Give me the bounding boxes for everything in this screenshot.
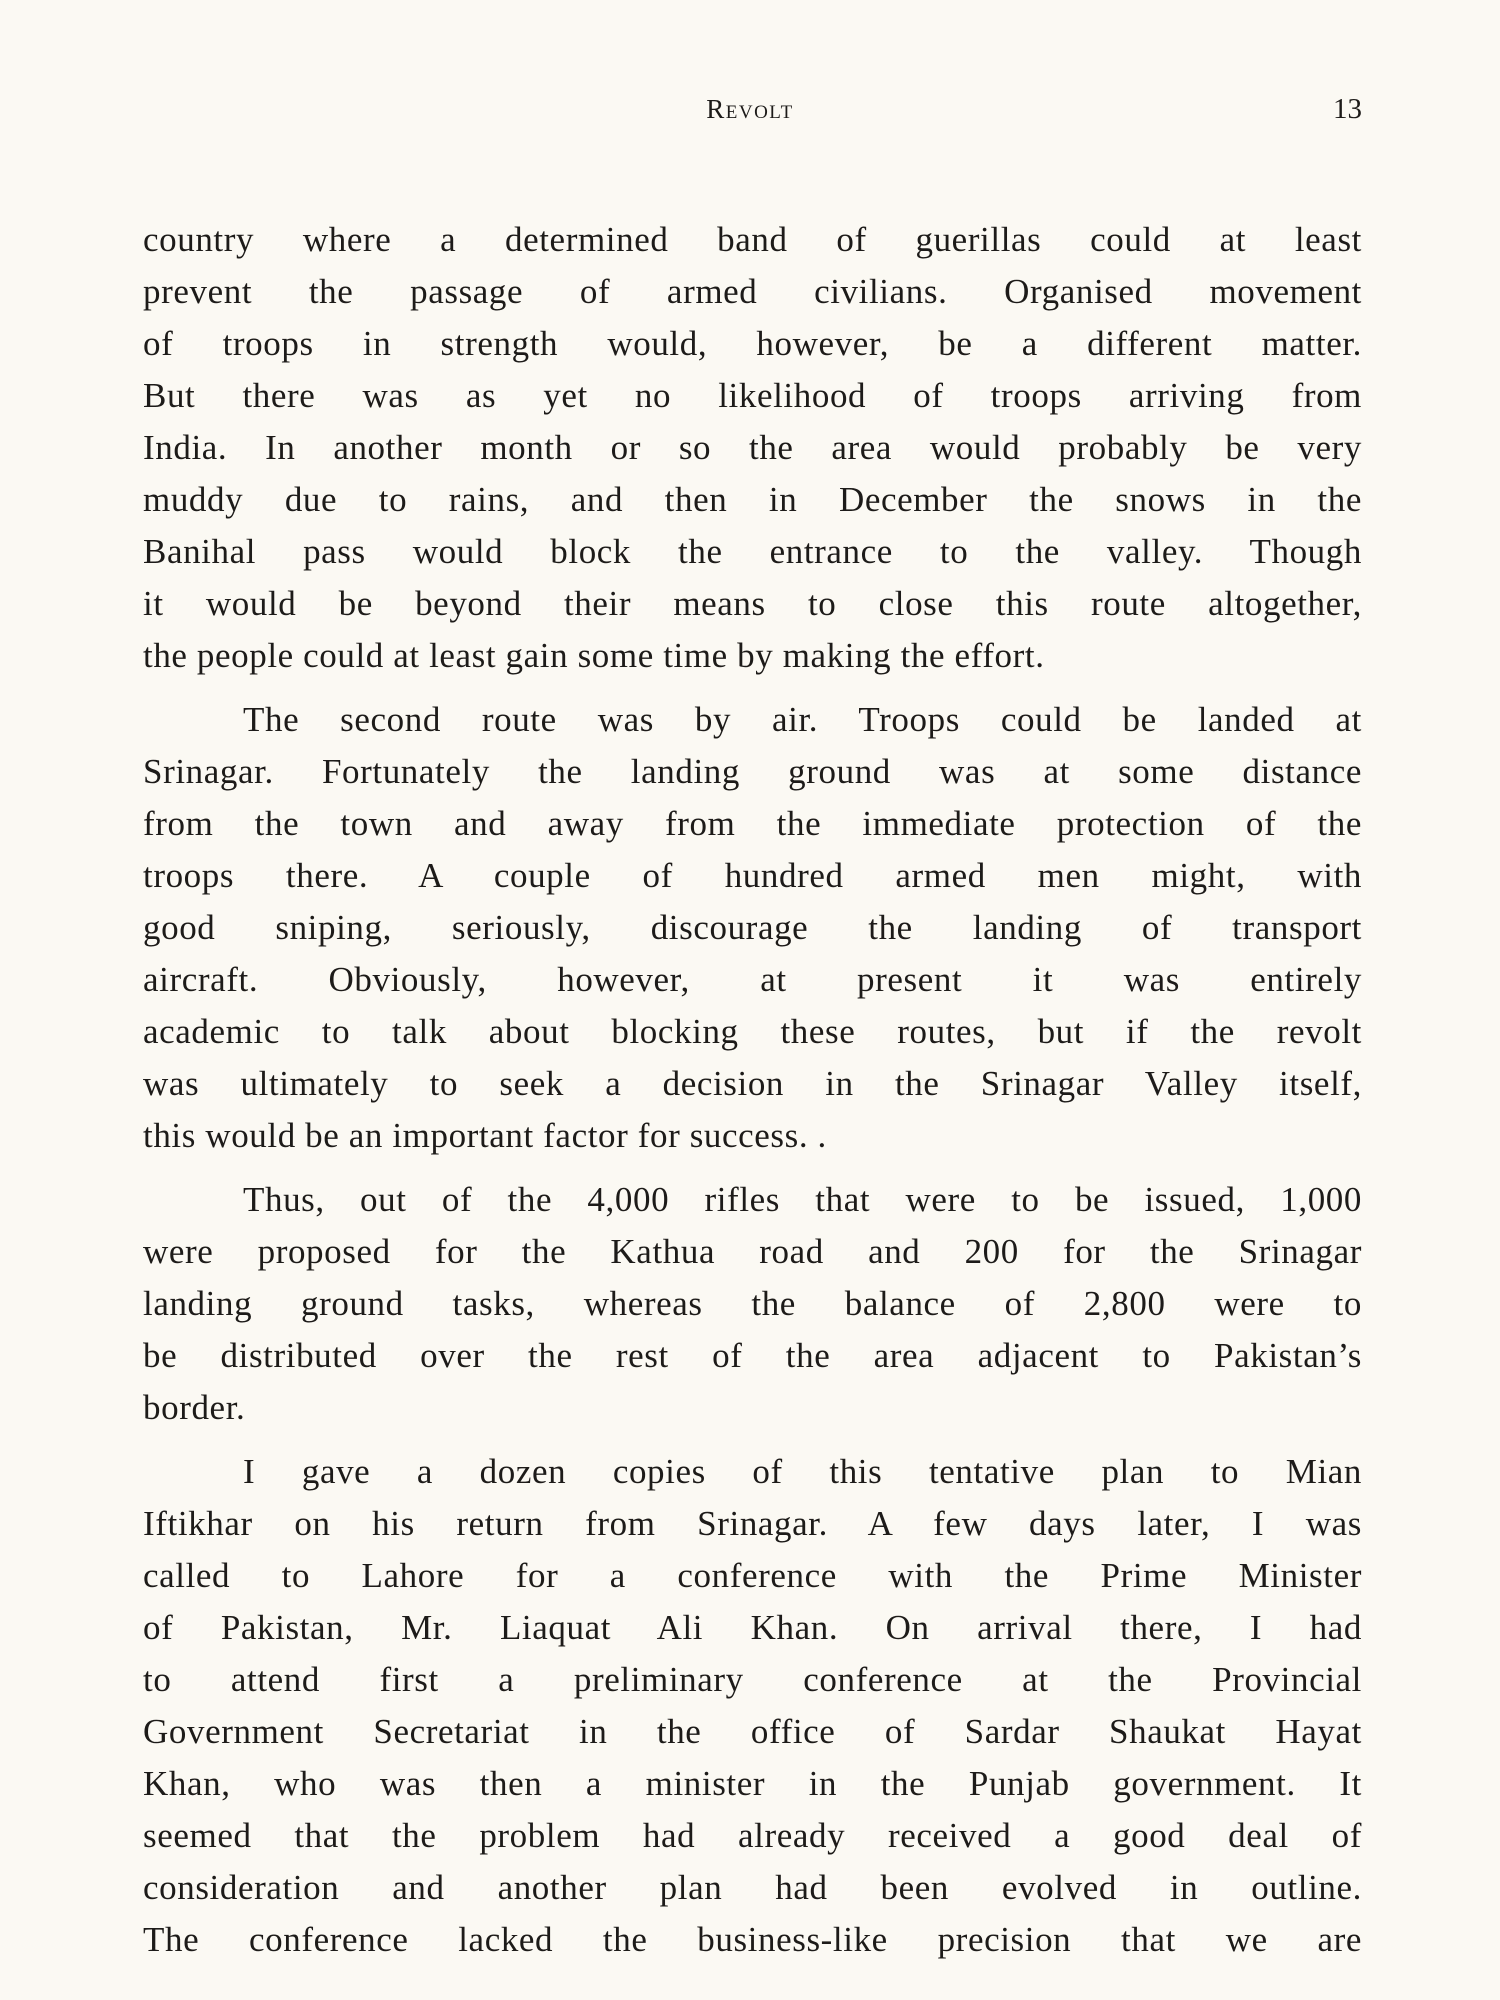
- text-line: to attend first a preliminary conference at the Provincial: [143, 1660, 1362, 1699]
- text-line: from the town and away from the immediate protection of the: [143, 804, 1362, 843]
- text-line: consideration and another plan had been evolved in outline.: [143, 1868, 1362, 1907]
- paragraph: [143, 1174, 1362, 1434]
- text-line: was ultimately to seek a decision in the Srinagar Valley itself,: [143, 1064, 1362, 1103]
- text-line: the people could at least gain some time by making the effort.: [143, 636, 1045, 675]
- text-line: troops there. A couple of hundred armed men might, with: [143, 856, 1362, 895]
- text-line: called to Lahore for a conference with the Prime Minister: [143, 1556, 1362, 1595]
- text-line: border.: [143, 1388, 246, 1427]
- text-line: country where a determined band of guerillas could at least: [143, 220, 1362, 259]
- paragraph: [143, 694, 1362, 1162]
- text-line: India. In another month or so the area would probably be very: [143, 428, 1362, 467]
- text-line: aircraft. Obviously, however, at present it was entirely: [143, 960, 1362, 999]
- text-line: were proposed for the Kathua road and 200 for the Srinagar: [143, 1232, 1362, 1271]
- body-text: [143, 214, 1362, 1978]
- text-line: Thus, out of the 4,000 rifles that were to be issued, 1,000: [243, 1180, 1362, 1219]
- text-line: Iftikhar on his return from Srinagar. A few days later, I was: [143, 1504, 1362, 1543]
- text-line: The conference lacked the business-like precision that we are: [143, 1920, 1362, 1959]
- text-line: academic to talk about blocking these routes, but if the revolt: [143, 1012, 1362, 1051]
- paragraph: [143, 214, 1362, 682]
- text-line: seemed that the problem had already received a good deal of: [143, 1816, 1362, 1855]
- text-line: landing ground tasks, whereas the balance of 2,800 were to: [143, 1284, 1362, 1323]
- text-line: of troops in strength would, however, be a different matter.: [143, 324, 1362, 363]
- text-line: good sniping, seriously, discourage the landing of transport: [143, 908, 1362, 947]
- text-line: But there was as yet no likelihood of troops arriving from: [143, 376, 1362, 415]
- text-line: The second route was by air. Troops could be landed at: [243, 700, 1362, 739]
- paragraph: [143, 1446, 1362, 1966]
- text-line: this would be an important factor for success. .: [143, 1116, 827, 1155]
- text-line: it would be beyond their means to close this route altogether,: [143, 584, 1362, 623]
- text-line: Srinagar. Fortunately the landing ground was at some distance: [143, 752, 1362, 791]
- text-line: Banihal pass would block the entrance to the valley. Though: [143, 532, 1362, 571]
- running-header-title: Revolt: [706, 94, 794, 124]
- text-line: of Pakistan, Mr. Liaquat Ali Khan. On arrival there, I had: [143, 1608, 1362, 1647]
- page-number: 13: [1333, 93, 1362, 125]
- text-line: Government Secretariat in the office of Sardar Shaukat Hayat: [143, 1712, 1362, 1751]
- text-line: I gave a dozen copies of this tentative plan to Mian: [243, 1452, 1362, 1491]
- text-line: prevent the passage of armed civilians. Organised movement: [143, 272, 1362, 311]
- text-line: Khan, who was then a minister in the Punjab government. It: [143, 1764, 1362, 1803]
- text-line: be distributed over the rest of the area adjacent to Pakistan’s: [143, 1336, 1362, 1375]
- text-line: muddy due to rains, and then in December the snows in the: [143, 480, 1362, 519]
